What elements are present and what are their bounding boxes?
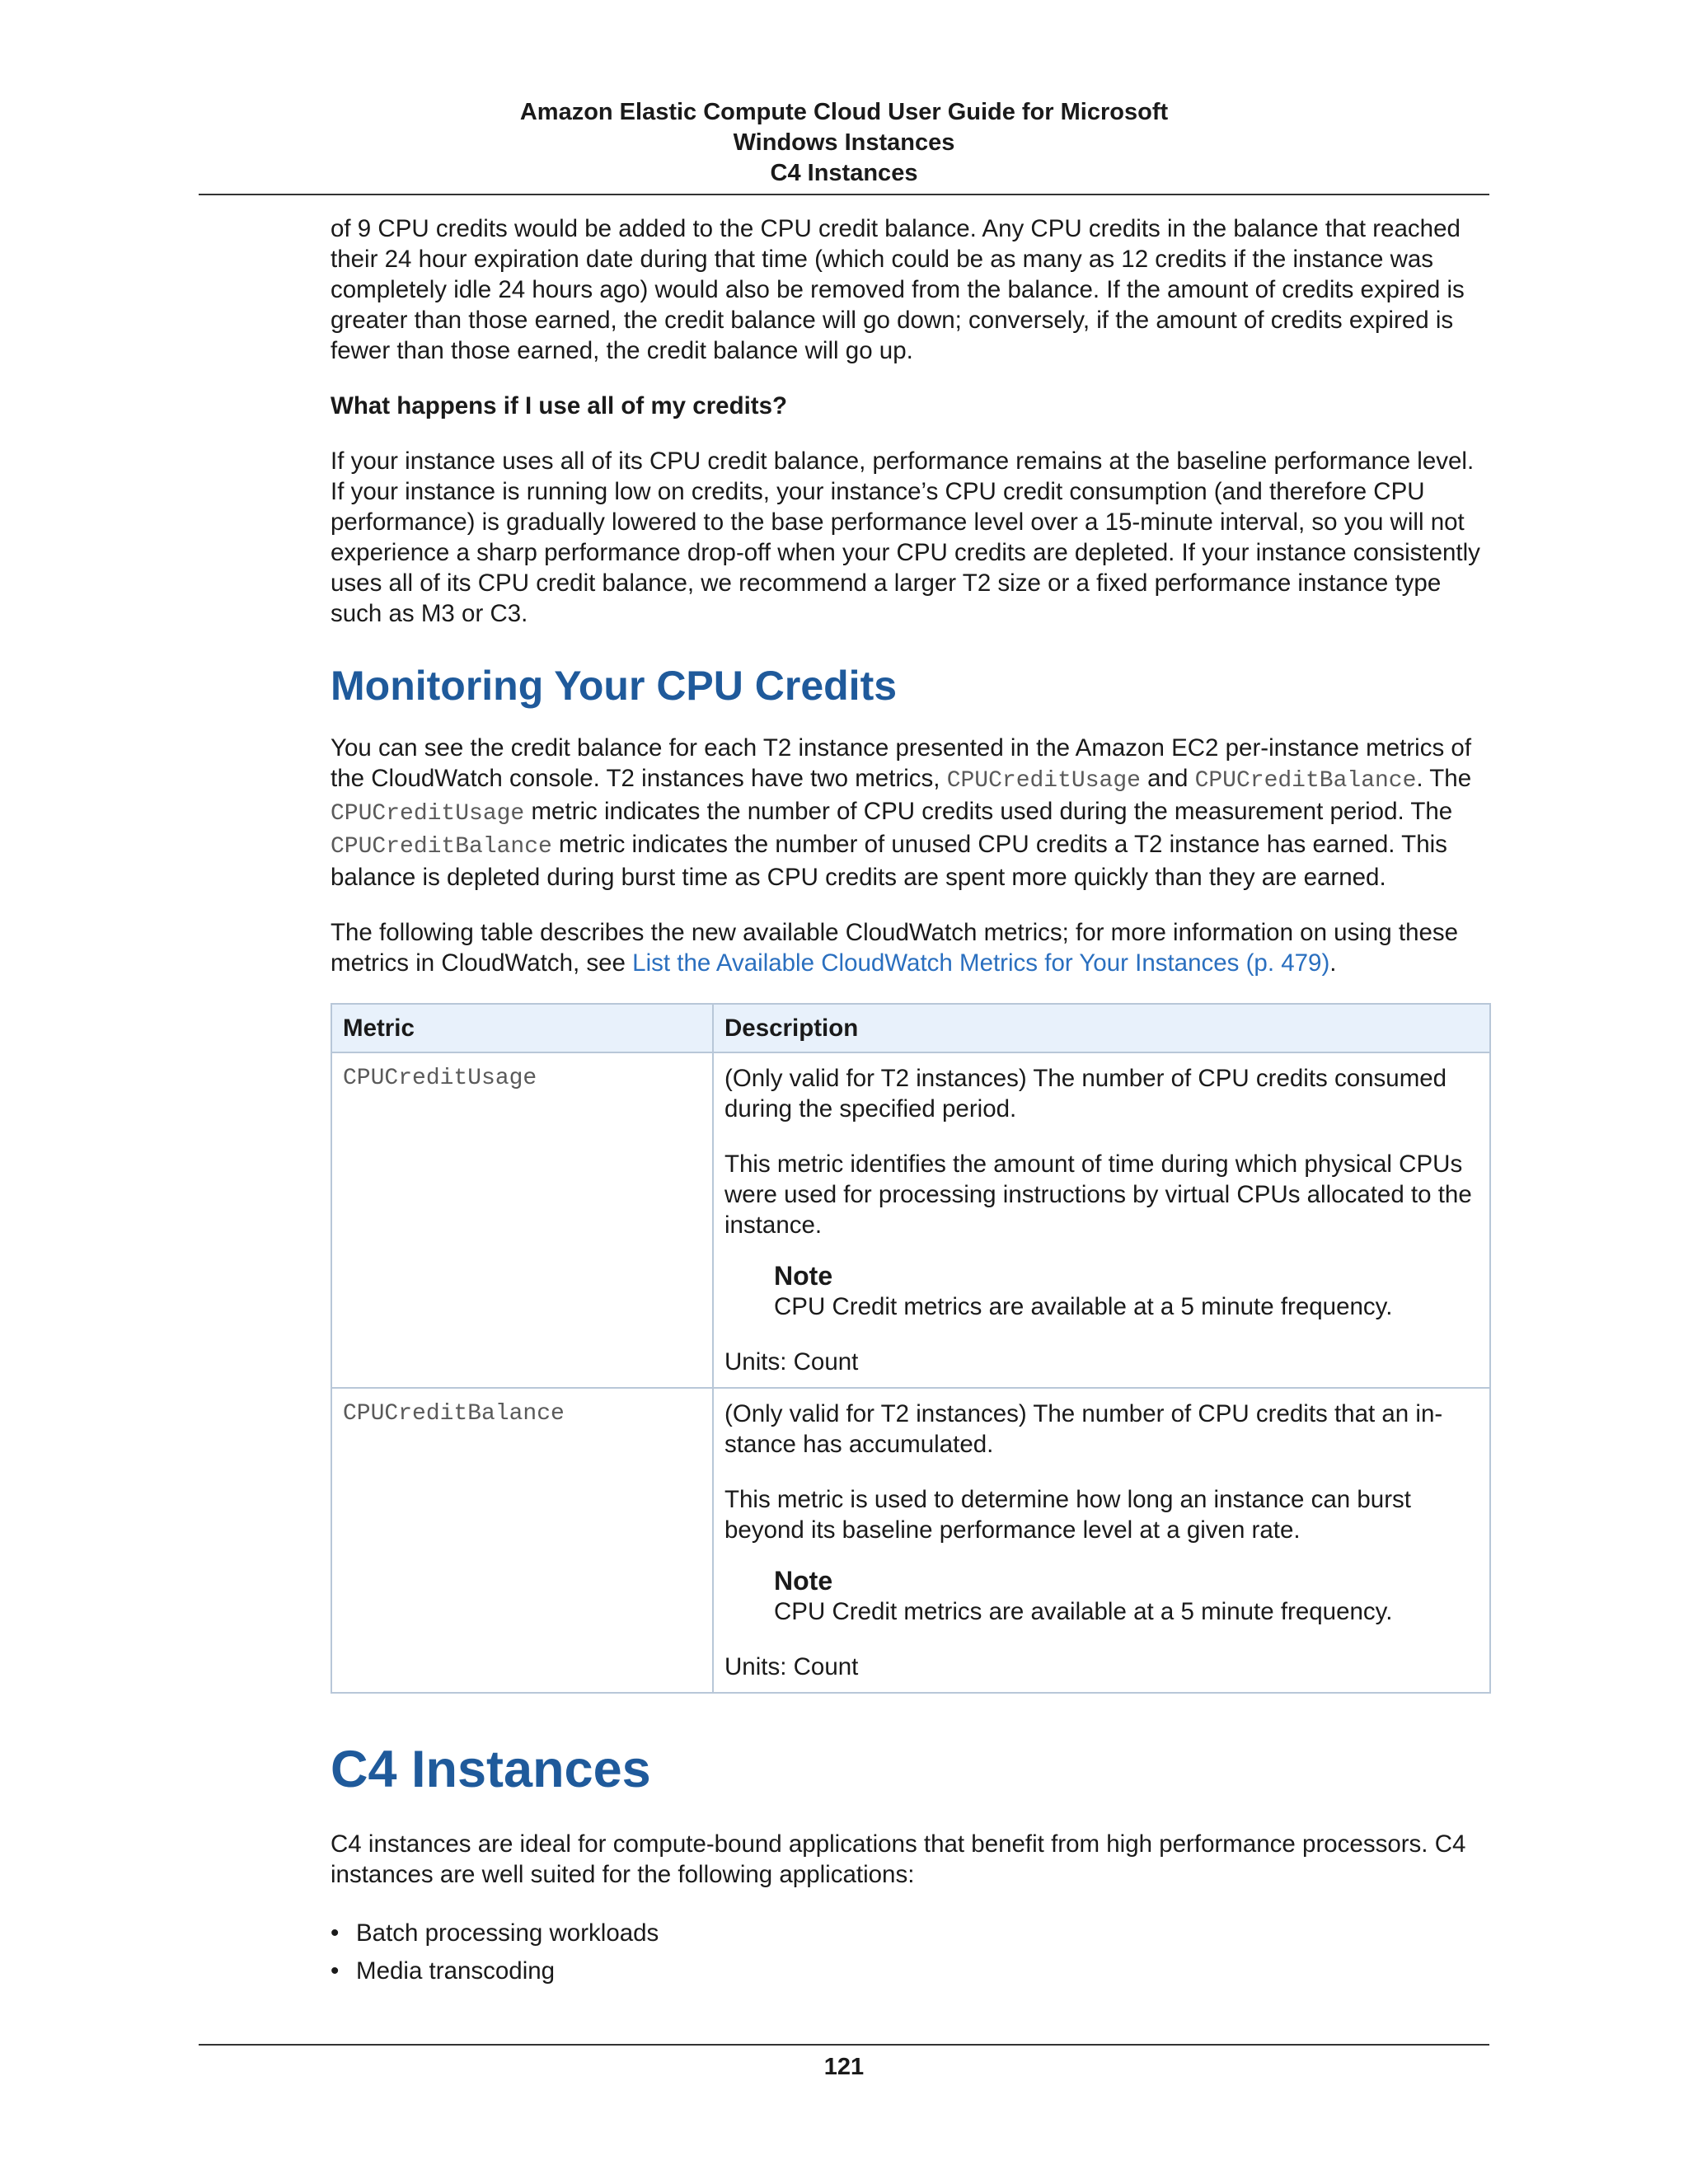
description-text: This metric identifies the amount of time during which physical CPUs were used for processing instructions by virtual CPUs allocated to the instance. (724, 1151, 1472, 1239)
column-header-description: Description (713, 1004, 1490, 1052)
note-title: Note (774, 1261, 833, 1291)
note-block (774, 1565, 1479, 1627)
intro-paragraph: of 9 CPU credits would be added to the CPU credit balance. Any CPU credits in the balance that reached their 24 hour expiration date during that time (which could be as many as 12 credits if the instance was completely idle 24 hours ago) would also be removed from the balance. If the amount of credits expired is greater than those earned, the credit balance will go down; conversely, if the amount of credits expired is fewer than those earned, the credit balance will go up. (331, 215, 1465, 364)
table-row (331, 1388, 1490, 1693)
page-content (331, 213, 1489, 1990)
bullet-icon: • (331, 1919, 340, 1947)
list-item-text: Batch processing workloads (356, 1919, 659, 1947)
page-header (199, 97, 1489, 195)
header-guide-subtitle: Windows Instances (733, 129, 955, 156)
note-text: CPU Credit metrics are available at a 5 minute frequency. (774, 1293, 1393, 1320)
header-guide-title: Amazon Elastic Compute Cloud User Guide for Microsoft (519, 99, 1169, 125)
cloudwatch-metrics-link[interactable]: List the Available CloudWatch Metrics for Your Instances (p. 479) (632, 949, 1330, 977)
units-text: Units: Count (724, 1348, 859, 1376)
description-text: (Only valid for T2 instances) The number of CPU credits consumed during the specified period. (724, 1065, 1447, 1122)
list-item (331, 1952, 1489, 1990)
description-text: (Only valid for T2 instances) The number of CPU credits that an in-stance has accumulated. (724, 1400, 1443, 1458)
code-cpucreditusage: CPUCreditUsage (331, 801, 525, 827)
note-title: Note (774, 1566, 833, 1596)
faq-question: What happens if I use all of my credits? (331, 392, 788, 419)
units-text: Units: Count (724, 1653, 859, 1680)
note-block (774, 1260, 1479, 1322)
c4-instances-heading: C4 Instances (331, 1741, 651, 1798)
table-header-row (331, 1004, 1490, 1052)
page-footer (199, 2044, 1489, 2081)
text-span: metric indicates the number of CPU credits used during the measurement period. The (524, 798, 1453, 825)
metric-description-cell (713, 1052, 1490, 1388)
header-section-title: C4 Instances (770, 160, 918, 186)
metric-name-cell: CPUCreditBalance (331, 1388, 713, 1693)
note-text: CPU Credit metrics are available at a 5 minute frequency. (774, 1598, 1393, 1625)
bullet-icon: • (331, 1957, 340, 1985)
table-intro-paragraph (331, 917, 1489, 978)
monitoring-heading: Monitoring Your CPU Credits (331, 663, 898, 709)
page-number: 121 (823, 2054, 865, 2080)
code-cpucreditusage: CPUCreditUsage (946, 768, 1141, 794)
text-span: You can see the credit balance for each T2 instance presented in the Amazon EC2 per-instance metrics of the CloudWatch console. T2 instances have two metrics, (331, 734, 1472, 792)
list-item-text: Media transcoding (356, 1957, 556, 1985)
code-cpucreditbalance: CPUCreditBalance (331, 834, 552, 860)
c4-applications-list (331, 1915, 1489, 1990)
text-span: metric indicates the number of unused CPU credits a T2 instance has earned. This balance is depleted during burst time as CPU credits are spent more quickly than they are earned. (331, 831, 1447, 891)
code-cpucreditbalance: CPUCreditBalance (1194, 768, 1417, 794)
table-row (331, 1052, 1490, 1388)
text-span: . (1329, 949, 1337, 977)
faq-answer: If your instance uses all of its CPU credit balance, performance remains at the baseline performance level. If your instance is running low on credits, your instance’s CPU credit consumption (and therefore CPU performance) is gradually lowered to the base performance level over a 15-minute interval, so you will not experience a sharp performance drop-off when your CPU credits are depleted. If your instance consistently uses all of its CPU credit balance, we recommend a larger T2 size or a fixed performance instance type such as M3 or C3. (331, 448, 1480, 627)
monitoring-paragraph (331, 733, 1489, 893)
text-span: The following table describes the new available CloudWatch metrics; for more information on using these metrics in CloudWatch, see (331, 919, 1459, 977)
c4-intro-paragraph: C4 instances are ideal for compute-bound applications that benefit from high performance processors. C4 instances are well suited for the following applications: (331, 1830, 1466, 1888)
text-span: . The (1416, 765, 1472, 792)
description-text: This metric is used to determine how long an instance can burst beyond its baseline performance level at a given rate. (724, 1486, 1411, 1544)
list-item (331, 1915, 1489, 1952)
text-span: and (1140, 765, 1195, 792)
metrics-table (331, 1003, 1491, 1694)
column-header-metric: Metric (331, 1004, 713, 1052)
metric-name-cell: CPUCreditUsage (331, 1052, 713, 1388)
metric-description-cell (713, 1388, 1490, 1693)
